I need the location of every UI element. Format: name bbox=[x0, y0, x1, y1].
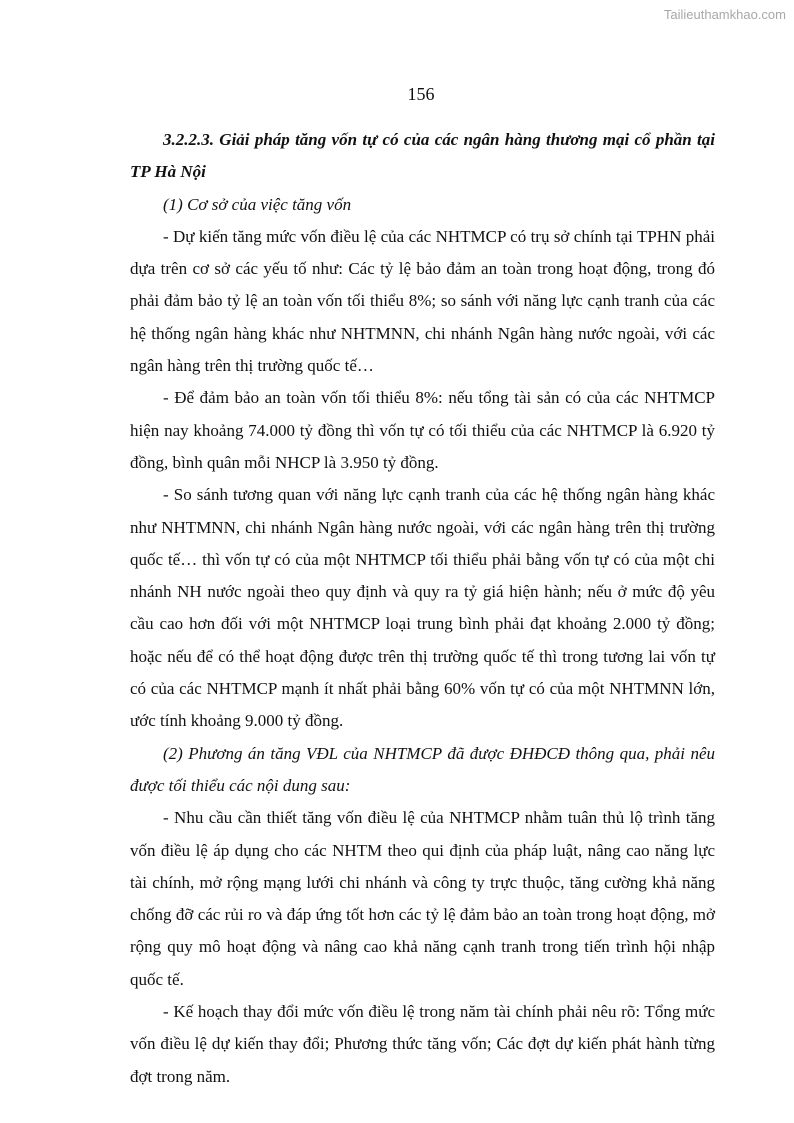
subheading-1: (1) Cơ sở của việc tăng vốn bbox=[163, 194, 352, 214]
watermark: Tailieuthamkhao.com bbox=[663, 7, 786, 22]
paragraph: - Dự kiến tăng mức vốn điều lệ của các NHTMCP có trụ sở chính tại TPHN phải dựa trên cơ sở các yếu tố như: Các tỷ lệ bảo đảm an toàn trong hoạt động, trong đó phải đảm bảo tỷ lệ an toàn vốn tối thiểu 8%; so sánh với năng lực cạnh tranh của các hệ thống ngân hàng khác như NHTMNN, chi nhánh Ngân hàng nước ngoài, với các ngân hàng trên thị trường quốc tế… bbox=[130, 226, 715, 376]
document-body bbox=[130, 124, 715, 1093]
paragraph: - Để đảm bảo an toàn vốn tối thiểu 8%: nếu tổng tài sản có của các NHTMCP hiện nay khoảng 74.000 tỷ đồng thì vốn tự có tối thiểu của các NHTMCP là 6.920 tỷ đồng, bình quân mỗi NHCP là 3.950 tỷ đồng. bbox=[130, 388, 715, 472]
paragraph: - Nhu cầu cần thiết tăng vốn điều lệ của NHTMCP nhằm tuân thủ lộ trình tăng vốn điều lệ áp dụng cho các NHTM theo qui định của pháp luật, nâng cao năng lực tài chính, mở rộng mạng lưới chi nhánh và công ty trực thuộc, tăng cường khả năng chống đỡ các rủi ro và đáp ứng tốt hơn các tỷ lệ đảm bảo an toàn trong hoạt động, mở rộng quy mô hoạt động và nâng cao khả năng cạnh tranh trong tiến trình hội nhập quốc tế. bbox=[130, 808, 715, 989]
paragraph: - Kế hoạch thay đổi mức vốn điều lệ trong năm tài chính phải nêu rõ: Tổng mức vốn điều lệ dự kiến thay đổi; Phương thức tăng vốn; Các đợt dự kiến phát hành từng đợt trong năm. bbox=[130, 1002, 715, 1086]
paragraph: - So sánh tương quan với năng lực cạnh tranh của các hệ thống ngân hàng khác như NHTMNN, chi nhánh Ngân hàng nước ngoài, với các ngân hàng trên thị trường quốc tế… thì vốn tự có của một NHTMCP tối thiểu phải bằng vốn tự có của một chi nhánh NH nước ngoài theo quy định và quy ra tỷ giá hiện hành; nếu ở mức độ yêu cầu cao hơn đối với một NHTMCP loại trung bình phải đạt khoảng 2.000 tỷ đồng; hoặc nếu để có thể hoạt động được trên thị trường quốc tế thì trong tương lai vốn tự có của các NHTMCP mạnh ít nhất phải bằng 60% vốn tự có của một NHTMNN lớn, ước tính khoảng 9.000 tỷ đồng. bbox=[130, 485, 715, 731]
section-heading: 3.2.2.3. Giải pháp tăng vốn tự có của các ngân hàng thương mại cổ phần tại TP Hà Nội bbox=[130, 130, 715, 182]
page-number: 156 bbox=[407, 84, 435, 104]
subheading-2: (2) Phương án tăng VĐL của NHTMCP đã được ĐHĐCĐ thông qua, phải nêu được tối thiểu các nội dung sau: bbox=[130, 743, 715, 795]
